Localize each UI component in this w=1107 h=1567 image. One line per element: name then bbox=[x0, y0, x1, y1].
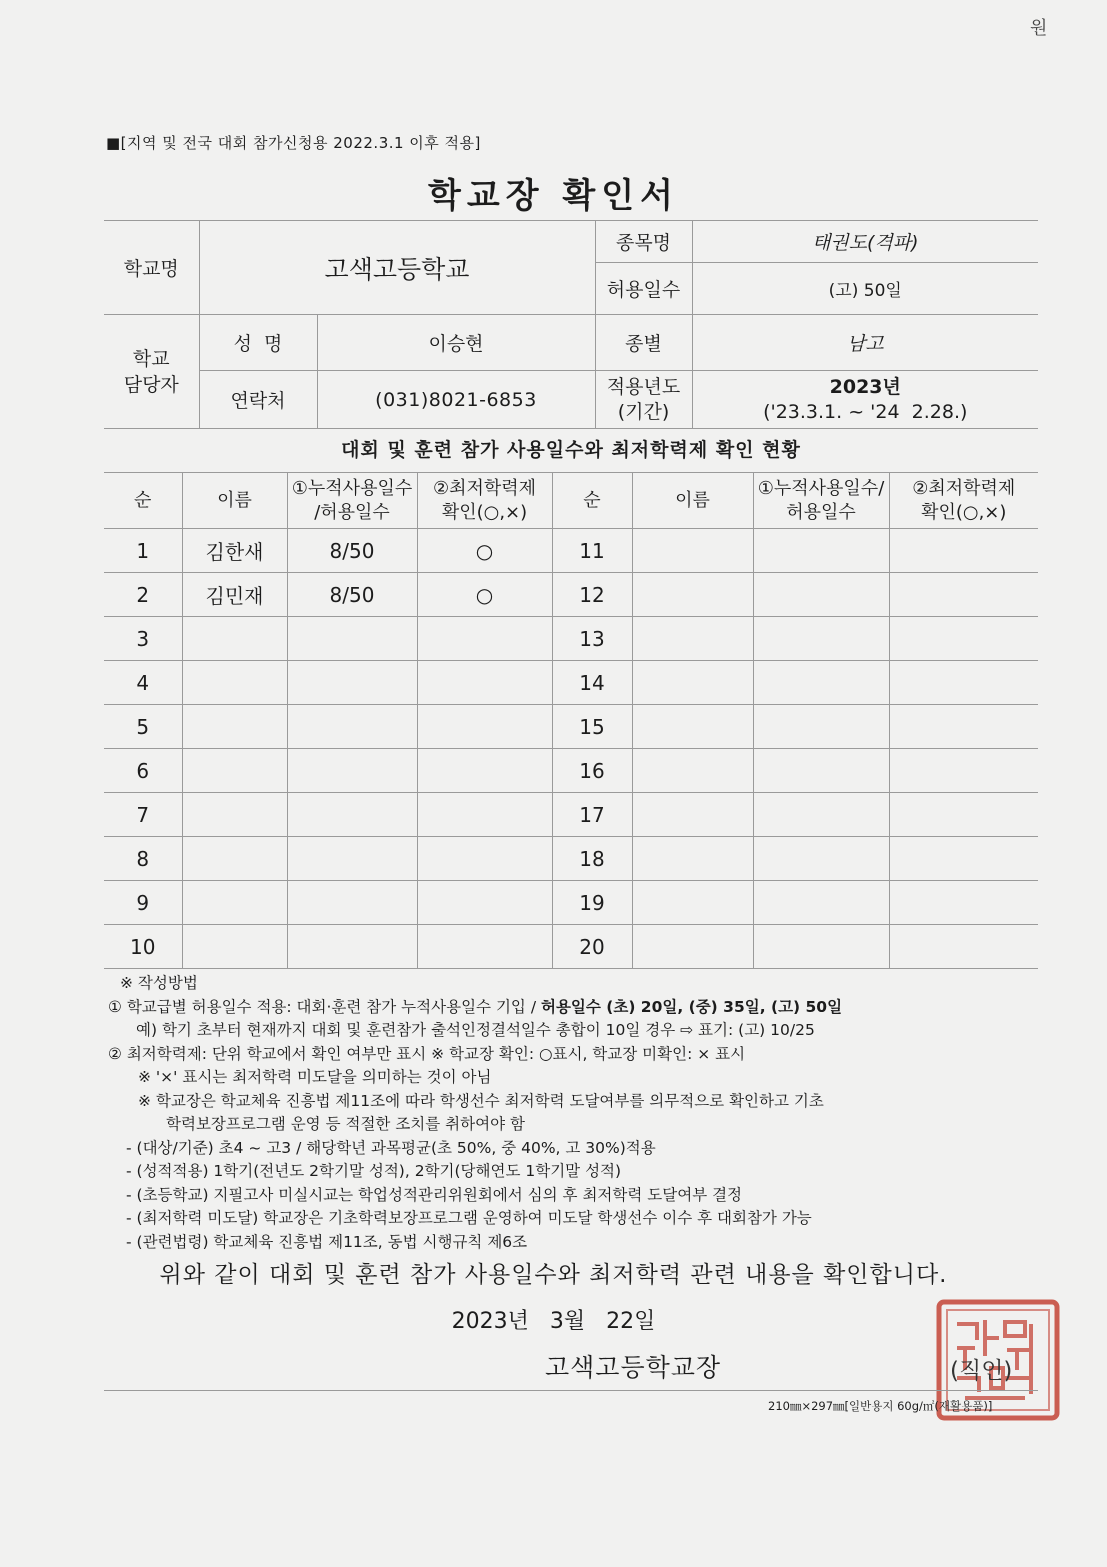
gender-label: 종별 bbox=[595, 315, 692, 371]
table-cell: 9 bbox=[104, 881, 182, 925]
table-cell: 5 bbox=[104, 705, 182, 749]
table-cell: 13 bbox=[552, 617, 632, 661]
table-row bbox=[104, 925, 1038, 969]
table-cell bbox=[182, 705, 287, 749]
form-label: ■[지역 및 전국 대회 참가신청용 2022.3.1 이후 적용] bbox=[106, 134, 481, 152]
column-header: 순 bbox=[552, 473, 632, 529]
table-row bbox=[104, 661, 1038, 705]
column-header: ②최저학력제 확인(○,×) bbox=[889, 473, 1038, 529]
year-value: 2023년 bbox=[829, 375, 901, 398]
allowed-days-label: 허용일수 bbox=[595, 263, 692, 315]
table-cell bbox=[182, 881, 287, 925]
note-2-sub-1: ※ '×' 표시는 최저학력 미도달을 의미하는 것이 아님 bbox=[138, 1068, 492, 1086]
column-header: ②최저학력제 확인(○,×) bbox=[417, 473, 552, 529]
table-cell: 8 bbox=[104, 837, 182, 881]
table-cell: 14 bbox=[552, 661, 632, 705]
name-value: 이승현 bbox=[317, 315, 595, 371]
table-cell bbox=[889, 573, 1038, 617]
table-cell: 17 bbox=[552, 793, 632, 837]
table-row bbox=[104, 705, 1038, 749]
table-row bbox=[104, 573, 1038, 617]
table-cell bbox=[632, 837, 753, 881]
confirmation-statement: 위와 같이 대회 및 훈련 참가 사용일수와 최저학력 관련 내용을 확인합니다. bbox=[159, 1262, 948, 1288]
table-cell bbox=[417, 881, 552, 925]
table-cell bbox=[182, 925, 287, 969]
detail-5: - (관련법령) 학교체육 진흥법 제11조, 동법 시행규칙 제6조 bbox=[126, 1232, 528, 1251]
table-row bbox=[104, 529, 1038, 573]
name-label: 성 명 bbox=[199, 315, 317, 371]
detail-4: - (최저학력 미도달) 학교장은 기초학력보장프로그램 운영하여 미도달 학생선수 이수 후 대회참가 가능 bbox=[126, 1209, 812, 1227]
note-1 bbox=[108, 996, 1043, 1020]
event-label: 종목명 bbox=[595, 221, 692, 263]
table-cell: ○ bbox=[417, 573, 552, 617]
table-header-row bbox=[104, 473, 1038, 529]
table-cell bbox=[889, 617, 1038, 661]
table-cell bbox=[287, 793, 417, 837]
table-cell bbox=[889, 705, 1038, 749]
table-cell bbox=[417, 837, 552, 881]
note-2: ② 최저학력제: 단위 학교에서 확인 여부만 표시 ※ 학교장 확인: ○표시, 학교장 미확인: × 표시 bbox=[108, 1044, 746, 1063]
table-cell bbox=[287, 749, 417, 793]
table-cell bbox=[417, 661, 552, 705]
table-cell bbox=[287, 925, 417, 969]
event-value: 태권도(격파) bbox=[692, 221, 1038, 263]
table-cell bbox=[753, 881, 889, 925]
table-cell bbox=[632, 749, 753, 793]
table-cell: 6 bbox=[104, 749, 182, 793]
table-cell: 김한새 bbox=[182, 529, 287, 573]
school-label: 학교명 bbox=[104, 221, 199, 315]
contact-label: 연락처 bbox=[199, 371, 317, 429]
table-cell bbox=[632, 573, 753, 617]
table-cell bbox=[753, 661, 889, 705]
table-cell bbox=[632, 529, 753, 573]
contact-value: (031)8021-6853 bbox=[317, 371, 595, 429]
status-title: 대회 및 훈련 참가 사용일수와 최저학력제 확인 현황 bbox=[104, 428, 1038, 473]
table-cell: 18 bbox=[552, 837, 632, 881]
column-header: 순 bbox=[104, 473, 182, 529]
table-cell: 10 bbox=[104, 925, 182, 969]
notes-heading: ※ 작성방법 bbox=[120, 974, 198, 992]
school-name: 고색고등학교 bbox=[199, 221, 595, 315]
table-cell bbox=[182, 661, 287, 705]
table-cell bbox=[632, 661, 753, 705]
table-cell: 11 bbox=[552, 529, 632, 573]
column-header: 이름 bbox=[632, 473, 753, 529]
detail-2: - (성적적용) 1학기(전년도 2학기말 성적), 2학기(당해연도 1학기말 성적) bbox=[126, 1162, 622, 1180]
info-table bbox=[104, 220, 1038, 429]
table-cell bbox=[753, 837, 889, 881]
table-cell bbox=[889, 925, 1038, 969]
table-cell bbox=[753, 793, 889, 837]
table-cell: 김민재 bbox=[182, 573, 287, 617]
detail-1: - (대상/기준) 초4 ~ 고3 / 해당학년 과목평균(초 50%, 중 40%, 고 30%)적용 bbox=[126, 1138, 656, 1157]
document-title: 학교장 확인서 bbox=[428, 176, 679, 216]
note-2-sub-2: ※ 학교장은 학교체육 진흥법 제11조에 따라 학생선수 최저학력 도달여부를 의무적으로 확인하고 기초 bbox=[138, 1091, 824, 1110]
table-cell bbox=[753, 529, 889, 573]
table-cell: 15 bbox=[552, 705, 632, 749]
table-cell bbox=[889, 793, 1038, 837]
table-cell bbox=[287, 837, 417, 881]
gender-value: 남고 bbox=[692, 315, 1038, 371]
table-cell bbox=[889, 661, 1038, 705]
table-cell bbox=[182, 749, 287, 793]
table-cell bbox=[632, 881, 753, 925]
table-cell bbox=[182, 793, 287, 837]
table-cell bbox=[632, 617, 753, 661]
table-cell: 16 bbox=[552, 749, 632, 793]
instructions bbox=[108, 972, 1043, 1254]
table-row bbox=[104, 617, 1038, 661]
table-cell bbox=[287, 881, 417, 925]
table-cell bbox=[889, 881, 1038, 925]
table-cell: 2 bbox=[104, 573, 182, 617]
table-cell: 7 bbox=[104, 793, 182, 837]
table-row bbox=[104, 881, 1038, 925]
table-cell bbox=[889, 837, 1038, 881]
table-cell bbox=[287, 617, 417, 661]
table-cell bbox=[182, 617, 287, 661]
table-cell bbox=[753, 573, 889, 617]
table-cell bbox=[417, 749, 552, 793]
year-label: 적용년도 (기간) bbox=[595, 371, 692, 429]
table-cell: 19 bbox=[552, 881, 632, 925]
column-header: ①누적사용일수 /허용일수 bbox=[287, 473, 417, 529]
year-cell bbox=[692, 371, 1038, 429]
table-cell bbox=[417, 925, 552, 969]
column-header: 이름 bbox=[182, 473, 287, 529]
detail-3: - (초등학교) 지필고사 미실시교는 학업성적관리위원회에서 심의 후 최저학력 도달여부 결정 bbox=[126, 1185, 743, 1204]
note-1-bold: 허용일수 (초) 20일, (중) 35일, (고) 50일 bbox=[540, 997, 843, 1016]
table-cell: 4 bbox=[104, 661, 182, 705]
table-cell bbox=[632, 925, 753, 969]
principal-title: 고색고등학교장 bbox=[545, 1353, 722, 1382]
column-header: ①누적사용일수/ 허용일수 bbox=[753, 473, 889, 529]
note-1-example: 예) 학기 초부터 현재까지 대회 및 훈련참가 출석인정결석일수 총합이 10일 경우 ⇨ 표기: (고) 10/25 bbox=[136, 1021, 815, 1039]
table-cell bbox=[417, 793, 552, 837]
table-cell bbox=[753, 617, 889, 661]
table-cell bbox=[417, 705, 552, 749]
table-cell bbox=[632, 705, 753, 749]
table-row bbox=[104, 793, 1038, 837]
table-cell: 20 bbox=[552, 925, 632, 969]
manager-label: 학교 담당자 bbox=[104, 315, 199, 429]
corner-mark: 원 bbox=[1030, 18, 1048, 39]
table-cell: ○ bbox=[417, 529, 552, 573]
period-value: ('23.3.1. ~ '24 2.28.) bbox=[763, 400, 968, 423]
table-cell bbox=[753, 749, 889, 793]
table-cell bbox=[632, 793, 753, 837]
table-cell: 12 bbox=[552, 573, 632, 617]
allowed-days-value: (고) 50일 bbox=[692, 263, 1038, 315]
table-cell: 8/50 bbox=[287, 573, 417, 617]
table-row bbox=[104, 749, 1038, 793]
paper-spec: 210㎜×297㎜[일반용지 60g/㎡(재활용품)] bbox=[768, 1399, 993, 1413]
table-cell bbox=[287, 705, 417, 749]
table-cell bbox=[417, 617, 552, 661]
table-cell: 3 bbox=[104, 617, 182, 661]
table-row bbox=[104, 837, 1038, 881]
table-cell bbox=[753, 925, 889, 969]
table-cell bbox=[182, 837, 287, 881]
bottom-rule bbox=[104, 1390, 1038, 1391]
table-cell bbox=[287, 661, 417, 705]
issue-date: 2023년 3월 22일 bbox=[451, 1309, 656, 1334]
participant-table bbox=[104, 472, 1038, 969]
table-cell bbox=[753, 705, 889, 749]
seal-label: (직인) bbox=[950, 1358, 1013, 1384]
table-cell bbox=[889, 749, 1038, 793]
table-cell: 1 bbox=[104, 529, 182, 573]
note-2-sub-2-cont: 학력보장프로그램 운영 등 적절한 조치를 취하여야 함 bbox=[166, 1115, 525, 1133]
table-cell: 8/50 bbox=[287, 529, 417, 573]
table-cell bbox=[889, 529, 1038, 573]
note-1-text: ① 학교급별 허용일수 적용: 대회·훈련 참가 누적사용일수 기입 / bbox=[108, 997, 541, 1016]
